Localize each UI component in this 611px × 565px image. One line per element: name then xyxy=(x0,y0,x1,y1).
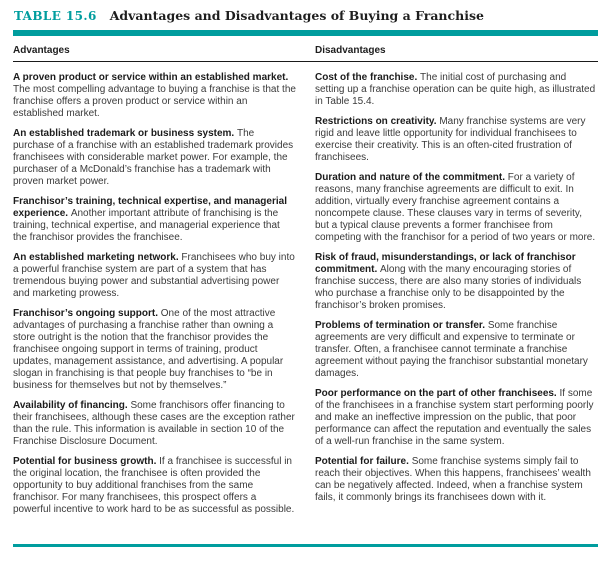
item-lead: An established marketing network. xyxy=(13,252,179,263)
item-text: Some franchise agreements are very difficult and expensive to terminate or transfer. Often, a franchisee cannot terminate a franchise agreement without paying the franchisor substantial monetary damages. xyxy=(315,320,588,379)
item-lead: Availability of financing. xyxy=(13,400,128,411)
item-text: If a franchisee is successful in the original location, the franchisee is often provided the opportunity to buy additional franchises from the same franchisor. For many franchisees, this prospect offers a powerful incentive to work hard to be as successful as possible. xyxy=(13,456,295,515)
item-text: The purchase of a franchise with an established trademark provides franchisees with considerable market power. For example, the purchaser of a McDonald’s franchise has a trademark with proven market power. xyxy=(13,128,294,187)
item-lead: Potential for failure. xyxy=(315,456,409,467)
table-body xyxy=(13,62,598,516)
item-text: The initial cost of purchasing and setting up a franchise operation can be quite high, as illustrated in Table 15.4. xyxy=(315,72,596,107)
item-lead: Franchisor’s training, technical expertise, and managerial experience. xyxy=(13,196,287,219)
item-lead: Problems of termination or transfer. xyxy=(315,320,486,331)
advantage-item xyxy=(13,400,296,448)
disadvantage-item xyxy=(315,320,598,380)
item-text: One of the most attractive advantages of purchasing a franchise rather than owning a store outright is the notion that the franchisor provides the franchisee ongoing support in terms of training, product updates, management assistance, and advertising. A popular slogan in franchising is that people buy franchises to “be in business for themselves but not by themselves.” xyxy=(13,308,284,391)
item-lead: An established trademark or business system. xyxy=(13,128,235,139)
disadvantage-item xyxy=(315,116,598,164)
table-number-label: TABLE 15.6 xyxy=(14,9,97,23)
item-lead: A proven product or service within an established market. xyxy=(13,72,289,83)
item-lead: Duration and nature of the commitment. xyxy=(315,172,506,183)
column-header-disadvantages: Disadvantages xyxy=(315,45,386,56)
table-title: Advantages and Disadvantages of Buying a Franchise xyxy=(109,8,484,23)
item-text: Some franchisors offer financing to their franchisees, although these cases are the exception rather than the rule. This information is available in section 10 of the Franchise Disclosure Document. xyxy=(13,400,295,447)
column-header-row xyxy=(13,36,598,62)
item-text: Many franchise systems are very rigid and leave little opportunity for individual franchisees to exercise their creativity. This is an often-cited frustration of franchisees. xyxy=(315,116,586,163)
item-text: If some of the franchisees in a franchise system start performing poorly and make an ineffective impression on the public, that poor performance can affect the reputation and eventually the sales of a well-run franchise in the same system. xyxy=(315,388,594,447)
advantage-item xyxy=(13,456,296,516)
accent-bar-bottom xyxy=(13,544,598,547)
item-lead: Risk of fraud, misunderstandings, or lack of franchisor commitment. xyxy=(315,252,576,275)
disadvantage-item xyxy=(315,252,598,312)
column-header-advantages: Advantages xyxy=(13,45,70,56)
disadvantage-item xyxy=(315,72,598,108)
item-lead: Potential for business growth. xyxy=(13,456,157,467)
item-lead: Poor performance on the part of other franchisees. xyxy=(315,388,557,399)
item-lead: Franchisor’s ongoing support. xyxy=(13,308,158,319)
item-text: For a variety of reasons, many franchise agreements are difficult to exit. In addition, virtually every franchise agreement contains a noncompete clause. These clauses vary in terms of severity, but a typical clause prevents a former franchisee from competing with the franchisor for a period of two years or more. xyxy=(315,172,596,243)
advantages-column xyxy=(13,72,296,516)
item-text: Along with the many encouraging stories of franchise success, there are also many stories of individuals who purchase a franchise only to be disappointed by the franchisor’s broken promises. xyxy=(315,264,582,311)
advantage-item xyxy=(13,308,296,392)
disadvantages-column xyxy=(315,72,598,516)
advantage-item xyxy=(13,128,296,188)
item-text: The most compelling advantage to buying a franchise is that the franchise offers a proven product or service within an established market. xyxy=(13,84,296,119)
item-text: Another important attribute of franchising is the training, technical expertise, and managerial experience that the franchisor provides the franchisee. xyxy=(13,208,280,243)
disadvantage-item xyxy=(315,172,598,244)
advantage-item xyxy=(13,72,296,120)
advantage-item xyxy=(13,252,296,300)
item-text: Franchisees who buy into a powerful franchise system are part of a system that has tremendous buying power and substantial advertising power and marketing prowess. xyxy=(13,252,295,299)
table-caption xyxy=(13,8,598,23)
disadvantage-item xyxy=(315,388,598,448)
advantage-item xyxy=(13,196,296,244)
disadvantage-item xyxy=(315,456,598,504)
item-text: Some franchise systems simply fail to reach their objectives. When this happens, franchisees’ wealth can be negatively affected. Indeed, when a franchise system fails, it commonly brings its franchisees down with it. xyxy=(315,456,591,503)
item-lead: Cost of the franchise. xyxy=(315,72,418,83)
item-lead: Restrictions on creativity. xyxy=(315,116,437,127)
